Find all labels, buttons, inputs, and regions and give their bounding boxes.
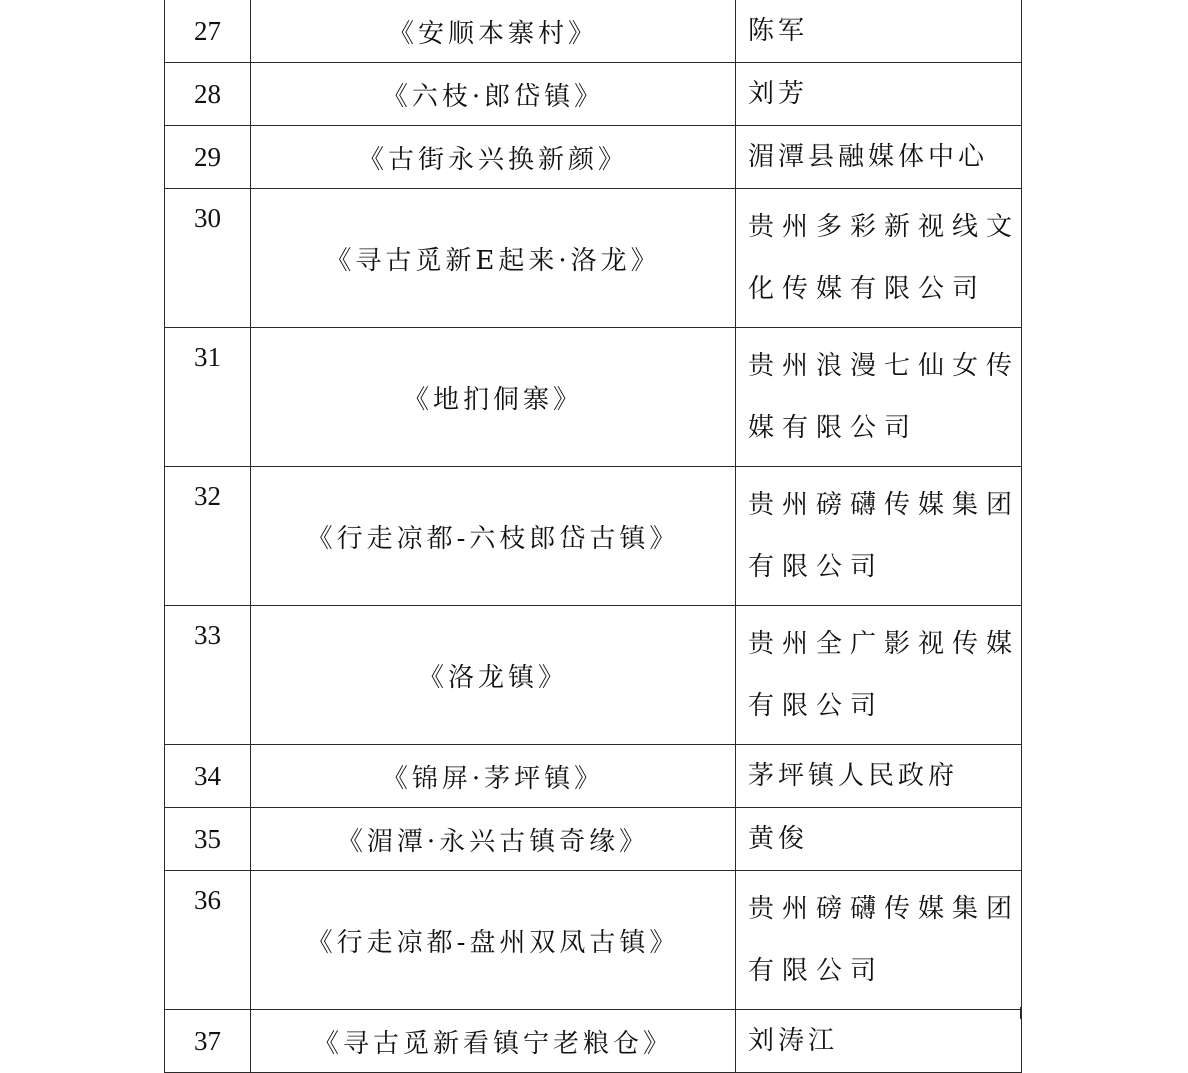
work-author: 刘芳 bbox=[736, 63, 1022, 126]
table-row bbox=[165, 63, 1022, 126]
table-row bbox=[165, 808, 1022, 871]
work-title: 《湄潭·永兴古镇奇缘》 bbox=[251, 808, 736, 871]
row-number: 28 bbox=[165, 63, 251, 126]
work-author: 贵州磅礴传媒集团有限公司 bbox=[748, 490, 1021, 582]
row-number: 37 bbox=[165, 1010, 251, 1073]
table-row bbox=[165, 328, 1022, 467]
table-row bbox=[165, 467, 1022, 606]
work-title: 《寻古觅新看镇宁老粮仓》 bbox=[251, 1010, 736, 1073]
work-title: 《六枝·郎岱镇》 bbox=[251, 63, 736, 126]
works-table bbox=[164, 0, 1022, 1073]
table-row bbox=[165, 745, 1022, 808]
work-title: 《古街永兴换新颜》 bbox=[251, 126, 736, 189]
work-author: 贵州浪漫七仙女传媒有限公司 bbox=[748, 351, 1021, 443]
work-author: 茅坪镇人民政府 bbox=[736, 745, 1022, 808]
row-number: 30 bbox=[165, 189, 251, 328]
table-row bbox=[165, 871, 1022, 1010]
work-title: 《锦屏·茅坪镇》 bbox=[251, 745, 736, 808]
work-author: 陈军 bbox=[736, 0, 1022, 63]
work-title: 《行走凉都-六枝郎岱古镇》 bbox=[251, 467, 736, 606]
row-number: 34 bbox=[165, 745, 251, 808]
work-author: 湄潭县融媒体中心 bbox=[736, 126, 1022, 189]
work-author: 黄俊 bbox=[736, 808, 1022, 871]
work-author: 贵州全广影视传媒有限公司 bbox=[748, 629, 1021, 721]
table-row bbox=[165, 189, 1022, 328]
table-row bbox=[165, 126, 1022, 189]
awards-table-page bbox=[164, 0, 1021, 1073]
work-author: 刘涛江 bbox=[736, 1010, 1022, 1073]
row-number: 32 bbox=[165, 467, 251, 606]
row-number: 35 bbox=[165, 808, 251, 871]
table-continuation bbox=[164, 1007, 1021, 1019]
row-number: 31 bbox=[165, 328, 251, 467]
table-row bbox=[165, 0, 1022, 63]
work-title: 《安顺本寨村》 bbox=[251, 0, 736, 63]
table-row bbox=[165, 606, 1022, 745]
work-author: 贵州磅礴传媒集团有限公司 bbox=[748, 894, 1021, 986]
work-title: 《洛龙镇》 bbox=[251, 606, 736, 745]
row-number: 36 bbox=[165, 871, 251, 1010]
work-author: 贵州多彩新视线文化传媒有限公司 bbox=[748, 212, 1021, 304]
row-number: 33 bbox=[165, 606, 251, 745]
work-title: 《行走凉都-盘州双凤古镇》 bbox=[251, 871, 736, 1010]
row-number: 29 bbox=[165, 126, 251, 189]
work-title: 《地扪侗寨》 bbox=[251, 328, 736, 467]
row-number: 27 bbox=[165, 0, 251, 63]
work-title: 《寻古觅新E起来·洛龙》 bbox=[251, 189, 736, 328]
